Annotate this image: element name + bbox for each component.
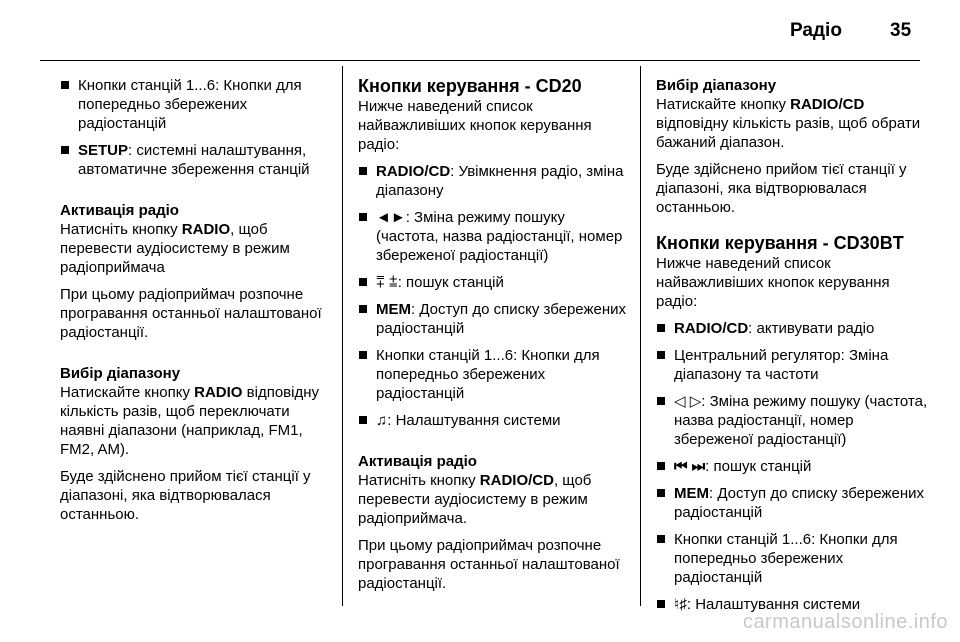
seek-arrows-icon: ◁ ▷ (674, 393, 702, 410)
list-item: SETUP: системні налаштування, автоматичне збереження станцій (60, 141, 332, 179)
seek-arrows-icon: ◄► (376, 209, 406, 226)
list-item: MEM: Доступ до списку збережених радіостанцій (358, 300, 630, 338)
list-item: ♫: Налаштування системи (358, 411, 630, 430)
key-label: RADIO/CD (479, 472, 554, 489)
music-settings-icon: ♫ (376, 412, 388, 429)
skip-track-icon: ⏮ ⏭ (674, 458, 706, 475)
bullet-icon (359, 167, 367, 175)
column-divider (640, 66, 641, 606)
bullet-icon (657, 535, 665, 543)
paragraph: При цьому радіоприймач розпочне програвання останньої налаштованої радіостанції. (60, 286, 322, 341)
paragraph: При цьому радіоприймач розпочне програвання останньої налаштованої радіостанції. (358, 537, 620, 592)
list-item: MEM: Доступ до списку збережених радіостанцій (656, 484, 928, 522)
paragraph: Нижче наведений список найважливіших кнопок керування радіо: (358, 98, 592, 153)
bullet-icon (657, 351, 665, 359)
watermark: carmanualsonline.info (742, 611, 948, 633)
bullet-icon (61, 146, 69, 154)
key-label: MEM (376, 301, 411, 318)
bullet-icon (657, 600, 665, 608)
bullet-icon (359, 213, 367, 221)
list-item: Кнопки станцій 1...6: Кнопки для попередньо збережених радіостанцій (358, 346, 630, 403)
paragraph: Буде здійснено прийом тієї станції у діапазоні, яка відтворювалася останньою. (656, 161, 907, 216)
key-label: RADIO (181, 221, 231, 238)
key-label: RADIO/CD (376, 163, 451, 180)
list-item: Центральний регулятор: Зміна діапазону та частоти (656, 346, 928, 384)
paragraph: Натисніть кнопку RADIO/CD, щоб перевести аудіосистему в режим радіоприймача. (358, 472, 592, 527)
bullet-icon (657, 324, 665, 332)
list-item: ⩱ ⩲: пошук станцій (358, 273, 630, 292)
tone-settings-icon: ♮♯ (674, 596, 687, 613)
header-rule (40, 60, 920, 61)
paragraph: Натискайте кнопку RADIO відповідну кількість разів, щоб переключати наявні діапазони (наприклад, FM1, FM2, AM). (60, 384, 320, 458)
key-label: SETUP (78, 142, 129, 159)
column-1 (60, 76, 332, 532)
key-label: RADIO/CD (674, 320, 749, 337)
key-label: RADIO/CD (790, 96, 865, 113)
section-heading: Активація радіо (358, 453, 477, 470)
column-3 (656, 76, 928, 622)
paragraph: Натисніть кнопку RADIO, щоб перевести аудіосистему в режим радіоприймача (60, 221, 290, 276)
list-item: Кнопки станцій 1...6: Кнопки для попередньо збережених радіостанцій (656, 530, 928, 587)
paragraph: Нижче наведений список найважливіших кнопок керування радіо: (656, 255, 890, 310)
list-item: ◁ ▷: Зміна режиму пошуку (частота, назва радіостанції, номер збереженої радіостанції) (656, 392, 928, 449)
list-item: ◄►: Зміна режиму пошуку (частота, назва радіостанції, номер збереженої радіостанції) (358, 208, 630, 265)
section-heading: Кнопки керування - CD20 (358, 76, 582, 96)
list-item: ♮♯: Налаштування системи (656, 595, 928, 614)
tune-search-icon: ⩱ ⩲ (376, 274, 398, 291)
section-heading: Активація радіо (60, 202, 179, 219)
paragraph: Буде здійснено прийом тієї станції у діапазоні, яка відтворювалася останньою. (60, 468, 311, 523)
section-heading: Вибір діапазону (60, 365, 181, 382)
list-item: RADIO/CD: активувати радіо (656, 319, 928, 338)
key-label: MEM (674, 485, 709, 502)
key-label: RADIO (194, 384, 243, 401)
bullet-icon (61, 81, 69, 89)
bullet-icon (359, 351, 367, 359)
page-header (0, 0, 960, 60)
column-divider (342, 66, 343, 606)
section-heading: Вибір діапазону (656, 77, 777, 94)
bullet-icon (657, 462, 665, 470)
section-heading: Кнопки керування - CD30BT (656, 233, 904, 253)
bullet-icon (657, 397, 665, 405)
paragraph: Натискайте кнопку RADIO/CD відповідну кількість разів, щоб обрати бажаний діапазон. (656, 96, 921, 151)
list-item: RADIO/CD: Увімкнення радіо, зміна діапазону (358, 162, 630, 200)
column-2 (358, 76, 630, 601)
page-title: Радіо (790, 20, 842, 41)
bullet-icon (657, 489, 665, 497)
page-number: 35 (890, 20, 912, 41)
list-item: Кнопки станцій 1...6: Кнопки для попередньо збережених радіостанцій (60, 76, 332, 133)
bullet-icon (359, 305, 367, 313)
bullet-icon (359, 278, 367, 286)
bullet-icon (359, 416, 367, 424)
list-item: ⏮ ⏭: пошук станцій (656, 457, 928, 476)
